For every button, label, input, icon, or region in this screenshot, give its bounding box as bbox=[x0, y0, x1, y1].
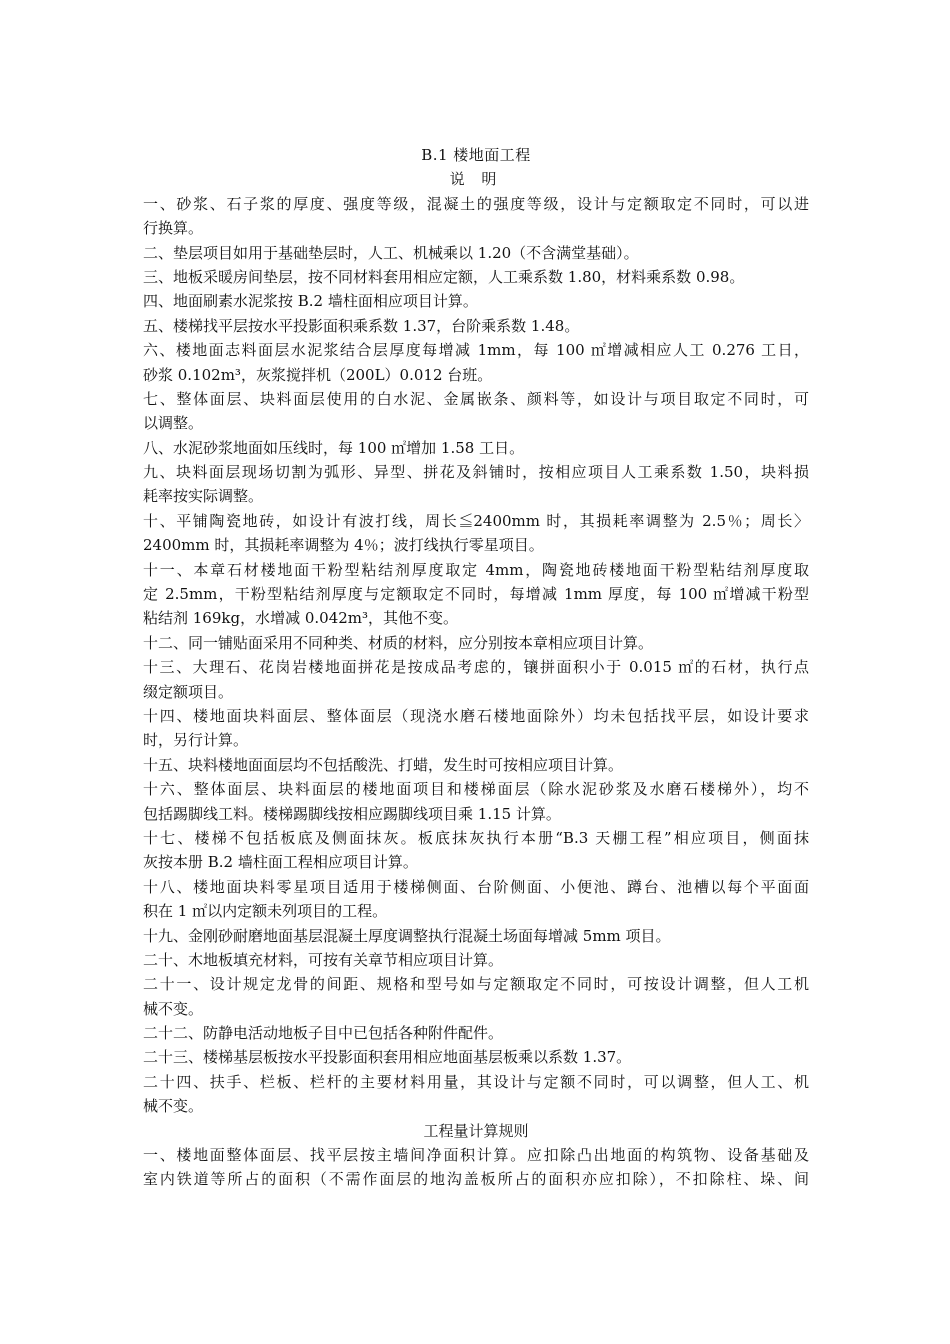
rules-section bbox=[143, 1143, 809, 1192]
paragraph-line: 六、楼地面志料面层水泥浆结合层厚度每增减 1mm，每 100 ㎡增减相应人工 0.276 工日， bbox=[143, 341, 809, 360]
paragraph-line: 十四、楼地面块料面层、整体面层（现浇水磨石楼地面除外）均未包括找平层，如设计要求 bbox=[143, 706, 809, 725]
paragraph-line: 二十四、扶手、栏板、栏杆的主要材料用量，其设计与定额不同时，可以调整，但人工、机 bbox=[143, 1072, 809, 1091]
paragraph-line: 械不变。 bbox=[143, 999, 204, 1018]
paragraph-line: 十九、金刚砂耐磨地面基层混凝土厚度调整执行混凝土场面每增减 5mm 项目。 bbox=[143, 926, 671, 945]
document-subtitle: 说 明 bbox=[449, 170, 503, 189]
paragraph-line: 十八、楼地面块料零星项目适用于楼梯侧面、台阶侧面、小便池、蹲台、池槽以每个平面面 bbox=[143, 877, 809, 896]
paragraph-line: 包括踢脚线工料。楼梯踢脚线按相应踢脚线项目乘 1.15 计算。 bbox=[143, 804, 561, 823]
paragraph-line: 砂浆 0.102m³，灰浆搅拌机（200L）0.012 台班。 bbox=[143, 365, 493, 384]
paragraph-line: 十七、楼梯不包括板底及侧面抹灰。板底抹灰执行本册“B.3 天棚工程”相应项目，侧面抹 bbox=[143, 828, 809, 847]
paragraph-line: 十二、同一铺贴面采用不同种类、材质的材料，应分别按本章相应项目计算。 bbox=[143, 633, 654, 652]
paragraph-line: 缀定额项目。 bbox=[143, 682, 234, 701]
paragraph-line: 四、地面刷素水泥浆按 B.2 墙柱面相应项目计算。 bbox=[143, 292, 478, 311]
paragraph-line: 十一、本章石材楼地面干粉型粘结剂厚度取定 4mm，陶瓷地砖楼地面干粉型粘结剂厚度取 bbox=[143, 560, 809, 579]
paragraph-line: 行换算。 bbox=[143, 219, 204, 238]
paragraph-line: 定 2.5mm，干粉型粘结剂厚度与定额取定不同时，每增减 1mm 厚度，每 100 ㎡增减干粉型 bbox=[143, 585, 809, 604]
paragraph-line: 七、整体面层、块料面层使用的白水泥、金属嵌条、颜料等，如设计与项目取定不同时，可 bbox=[143, 389, 809, 408]
paragraph-line: 十六、整体面层、块料面层的楼地面项目和楼梯面层（除水泥砂浆及水磨石楼梯外），均不 bbox=[143, 780, 809, 799]
document-content bbox=[143, 143, 809, 1192]
paragraph-line: 积在 1 ㎡以内定额未列项目的工程。 bbox=[143, 902, 388, 921]
paragraph-line: 九、块料面层现场切割为弧形、异型、拼花及斜铺时，按相应项目人工乘系数 1.50，块料损 bbox=[143, 463, 809, 482]
paragraph-line: 二十一、设计规定龙骨的间距、规格和型号如与定额取定不同时，可按设计调整，但人工机 bbox=[143, 975, 809, 994]
paragraph-line: 八、水泥砂浆地面如压线时，每 100 ㎡增加 1.58 工日。 bbox=[143, 438, 525, 457]
paragraph-line: 二、垫层项目如用于基础垫层时，人工、机械乘以 1.20（不含满堂基础）。 bbox=[143, 243, 639, 262]
rule-line: 室内铁道等所占的面积（不需作面层的地沟盖板所占的面积亦应扣除），不扣除柱、垛、间 bbox=[143, 1170, 809, 1189]
paragraph-line: 二十二、防静电活动地板子目中已包括各种附件配件。 bbox=[143, 1024, 504, 1043]
section-title: 工程量计算规则 bbox=[423, 1121, 529, 1140]
paragraph-line: 十三、大理石、花岗岩楼地面拼花是按成品考虑的，镶拼面积小于 0.015 ㎡的石材，执行点 bbox=[143, 658, 809, 677]
paragraph-line: 粘结剂 169kg，水增减 0.042m³，其他不变。 bbox=[143, 609, 459, 628]
paragraph-line: 十五、块料楼地面面层均不包括酸洗、打蜡，发生时可按相应项目计算。 bbox=[143, 755, 624, 774]
document-title: B.1 楼地面工程 bbox=[421, 146, 531, 164]
paragraph-line: 五、楼梯找平层按水平投影面积乘系数 1.37，台阶乘系数 1.48。 bbox=[143, 316, 580, 335]
notes-section bbox=[143, 192, 809, 1119]
paragraph-line: 灰按本册 B.2 墙柱面工程相应项目计算。 bbox=[143, 853, 418, 872]
paragraph-line: 二十三、楼梯基层板按水平投影面积套用相应地面基层板乘以系数 1.37。 bbox=[143, 1048, 632, 1067]
paragraph-line: 一、砂浆、石子浆的厚度、强度等级，混凝土的强度等级，设计与定额取定不同时，可以进 bbox=[143, 194, 809, 213]
rule-line: 一、楼地面整体面层、找平层按主墙间净面积计算。应扣除凸出地面的构筑物、设备基础及 bbox=[143, 1146, 809, 1165]
paragraph-line: 时，另行计算。 bbox=[143, 731, 249, 750]
paragraph-line: 以调整。 bbox=[143, 414, 204, 433]
paragraph-line: 械不变。 bbox=[143, 1097, 204, 1116]
paragraph-line: 十、平铺陶瓷地砖，如设计有波打线，周长≦2400mm 时，其损耗率调整为 2.5％；周长〉 bbox=[143, 511, 809, 530]
paragraph-line: 二十、木地板填充材料，可按有关章节相应项目计算。 bbox=[143, 950, 504, 969]
paragraph-line: 耗率按实际调整。 bbox=[143, 487, 264, 506]
paragraph-line: 2400mm 时，其损耗率调整为 4％；波打线执行零星项目。 bbox=[143, 536, 544, 555]
paragraph-line: 三、地板采暖房间垫层，按不同材料套用相应定额，人工乘系数 1.80，材料乘系数 0.98。 bbox=[143, 267, 745, 286]
